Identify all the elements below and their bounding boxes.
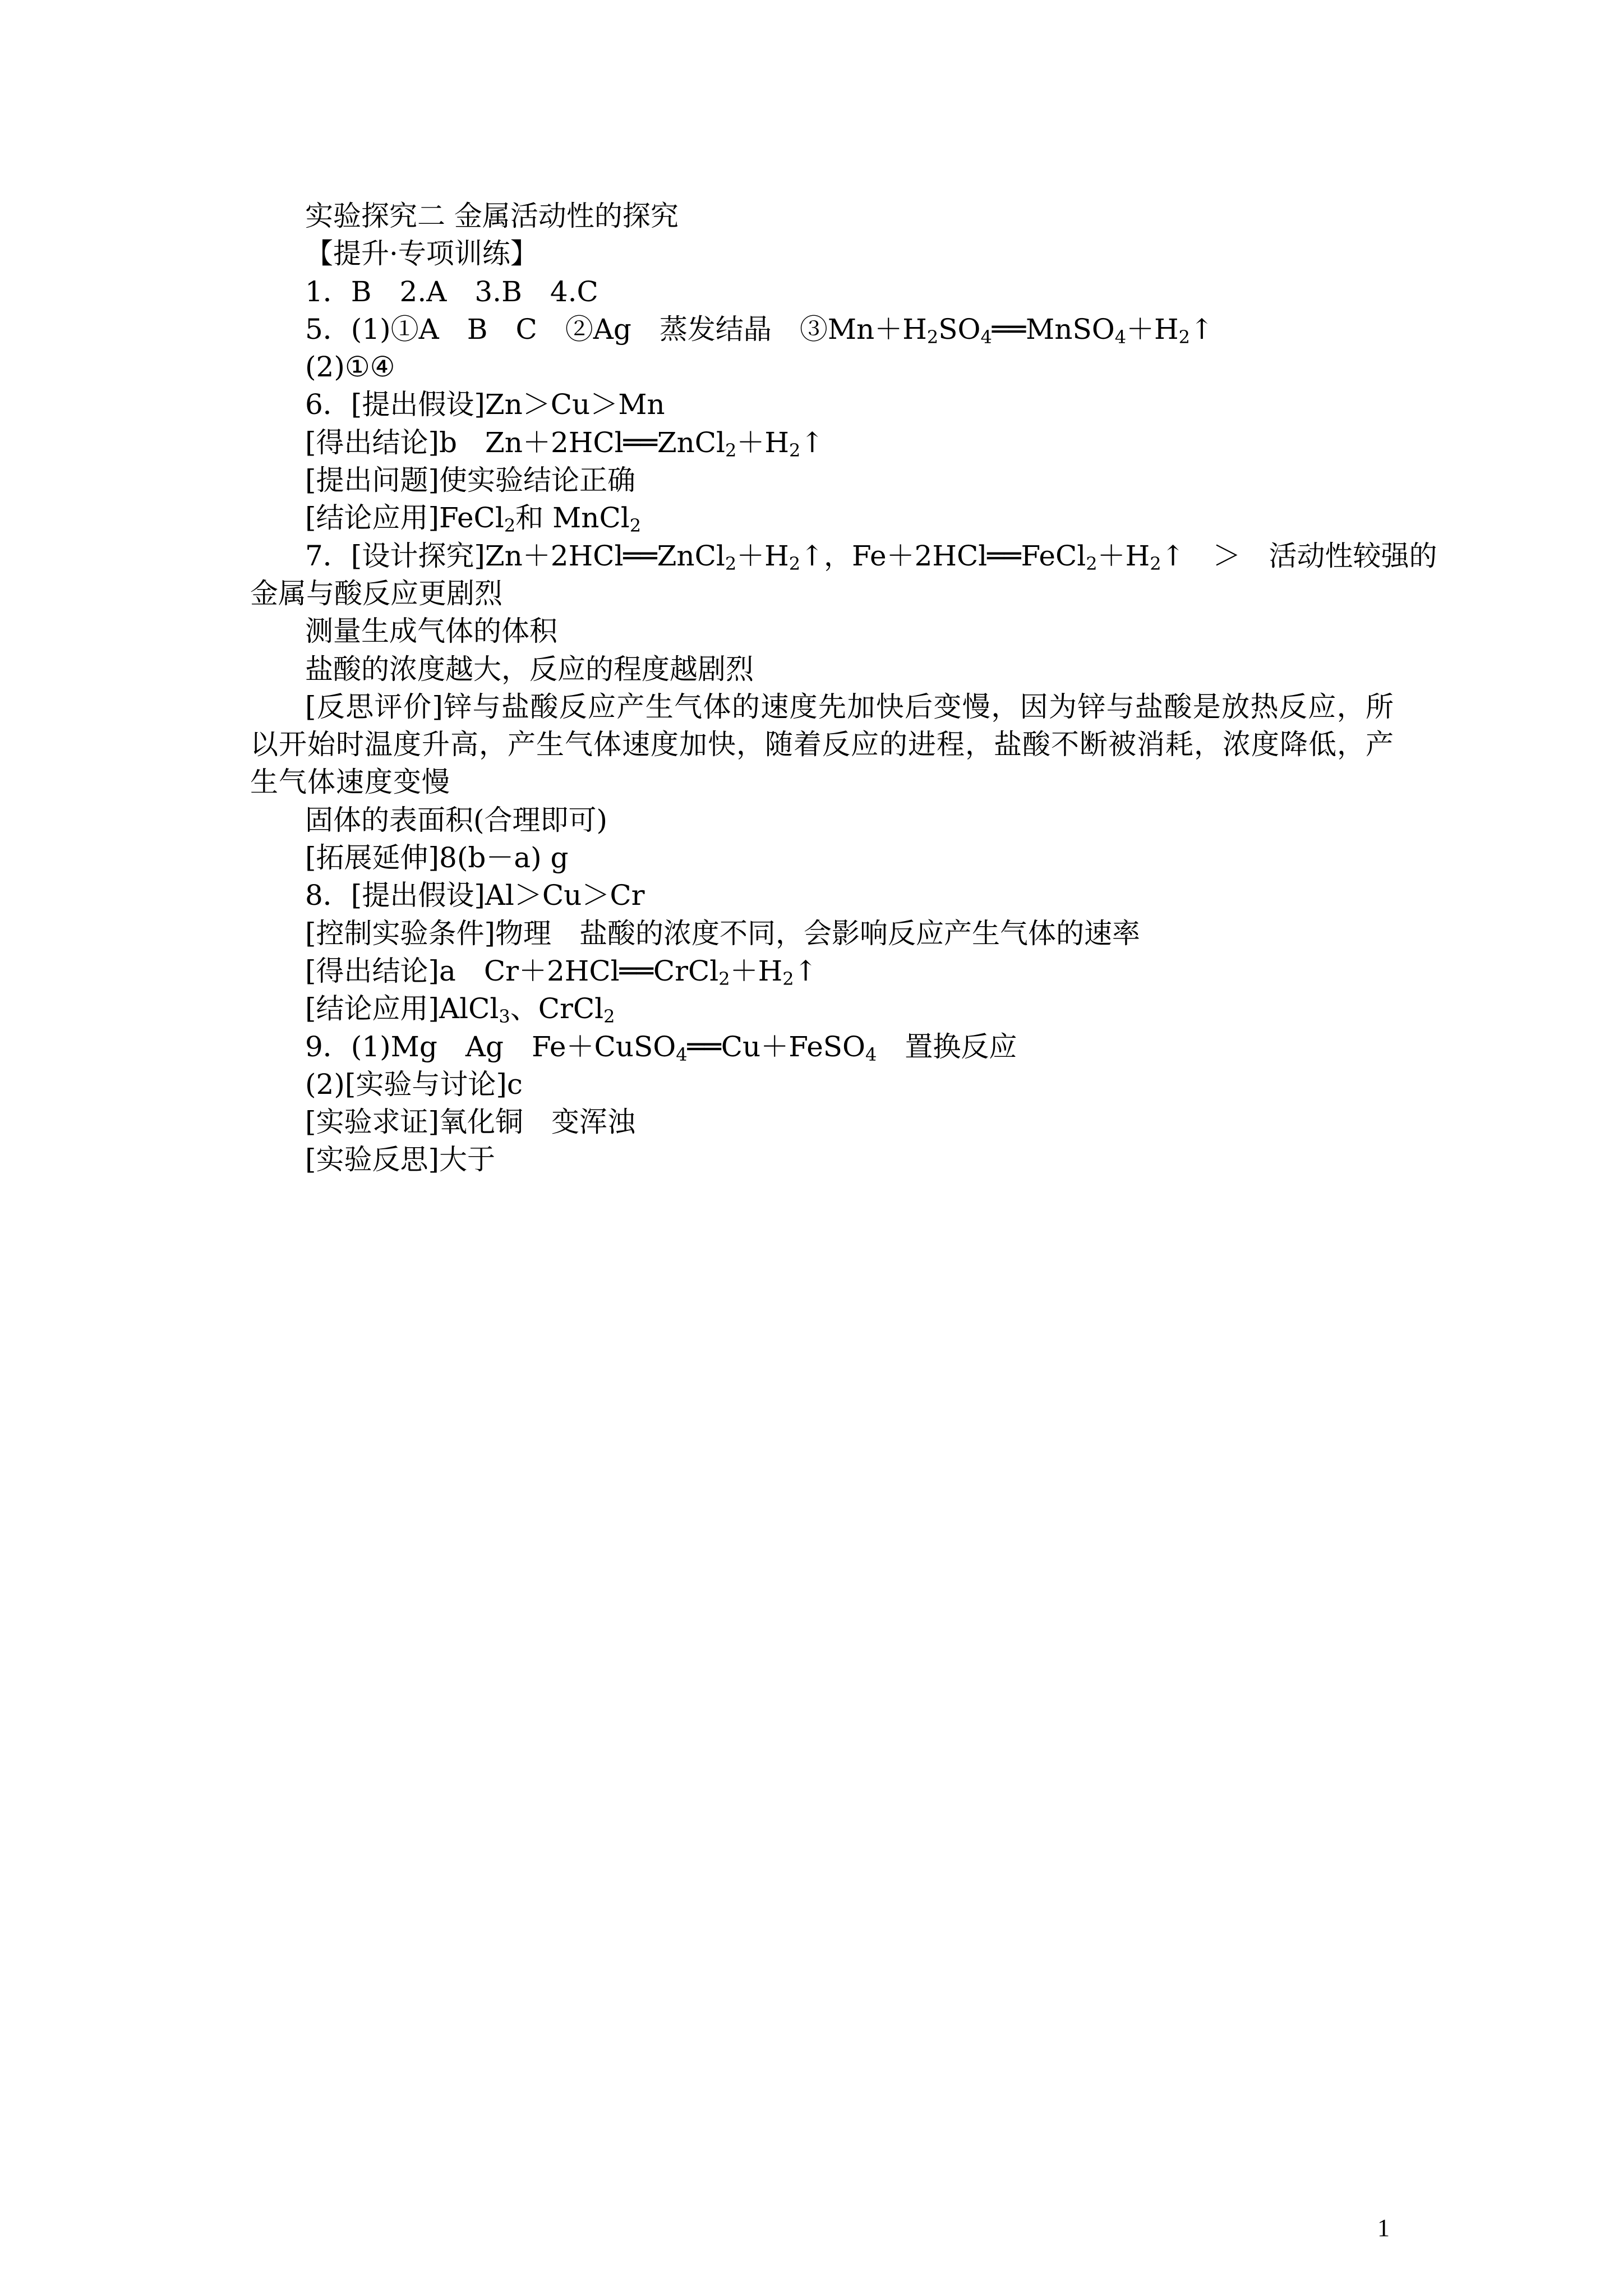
answer-line-7-result: 盐酸的浓度越大，反应的程度越剧烈 [305, 652, 754, 685]
answer-line-8-conclusion: [得出结论]a $Cr+2HCl══CrCl_2+H_2↑$ [305, 954, 818, 990]
section-header: 【提升·专项训练】 [305, 237, 538, 270]
answer-line-7-reflection: [反思评价]锌与盐酸反应产生气体的速度先加快后变慢，因为锌与盐酸是放热反应，所以开始时温度升高，产生气体速度加快，随着反应的进程，盐酸不断被消耗，浓度降低，产生气体速度变慢 [250, 690, 1394, 799]
answer-content [250, 197, 1437, 1179]
answer-line-7-surface: 固体的表面积(合理即可) [305, 803, 608, 836]
answer-line-8-application: [结论应用]AlCl$_3$、CrCl$_2$ [305, 992, 615, 1028]
answer-line-7: 7．[设计探究]$Zn+2HCl══ZnCl_2+H_2↑$，$Fe+2HCl══FeCl_2+H_2↑$ ＞ 活动性较强的 [305, 539, 1437, 574]
answer-line-6: 6．[提出假设]Zn＞Cu＞Mn [305, 388, 665, 421]
answer-line-6-conclusion: [得出结论]b $Zn+2HCl══ZnCl_2+H_2↑$ [305, 426, 824, 461]
answer-line-7-cont: 金属与酸反应更剧烈 [250, 577, 502, 610]
answer-line-1: 1．B 2.A 3.B 4.C [305, 275, 598, 308]
answer-line-8-control: [控制实验条件]物理 盐酸的浓度不同，会影响反应产生气体的速率 [305, 917, 1141, 950]
answer-line-7-measure: 测量生成气体的体积 [305, 615, 557, 648]
answer-line-8: 8．[提出假设]Al＞Cu＞Cr [305, 879, 645, 912]
page-number: 1 [1377, 2214, 1390, 2242]
answer-line-6-question: [提出问题]使实验结论正确 [305, 464, 636, 497]
answer-line-7-extension: [拓展延伸]8(b－a) g [305, 841, 569, 875]
answer-line-9-reflection: [实验反思]大于 [305, 1143, 496, 1176]
answer-line-5-2: (2)①④ [305, 351, 395, 384]
answer-line-9-verification: [实验求证]氧化铜 变浑浊 [305, 1106, 636, 1139]
section-title: 实验探究二 金属活动性的探究 [305, 200, 679, 232]
answer-line-9: 9．(1)Mg Ag Fe＋CuSO$_4$══Cu＋FeSO$_4$ 置换反应 [305, 1030, 1017, 1065]
answer-line-9-discussion: (2)[实验与讨论]c [305, 1068, 523, 1101]
answer-line-6-application: [结论应用]FeCl$_2$和 MnCl$_2$ [305, 501, 642, 537]
answer-line-5: 5．(1)①A B C ②Ag 蒸发结晶 $③Mn+H_2SO_4══MnSO_4+H_2↑$ [305, 312, 1214, 348]
